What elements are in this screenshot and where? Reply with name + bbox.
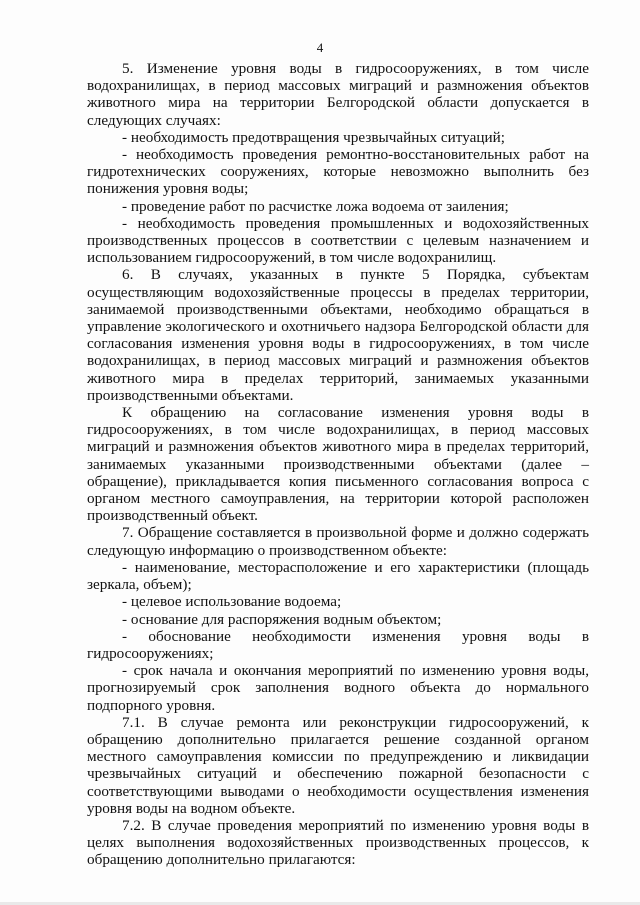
document-body bbox=[87, 60, 589, 869]
list-item-justification: - обоснование необходимости изменения уровня воды в гидросооружениях; bbox=[87, 627, 589, 662]
list-item-name-location: - наименование, месторасположение и его характеристики (площадь зеркала, объем); bbox=[87, 558, 589, 594]
paragraph-7-2: 7.2. В случае проведения мероприятий по изменению уровня воды в целях выполнения водохозяйственных производственных процессов, к обращению дополнительно прилагаются: bbox=[87, 816, 589, 869]
list-item-timeline: - срок начала и окончания мероприятий по изменению уровня воды, прогнозируемый срок заполнения водного объекта до нормального подпорного уровня. bbox=[87, 662, 589, 714]
list-item-emergency-prevention: - необходимость предотвращения чрезвычайных ситуаций; bbox=[122, 128, 505, 146]
paragraph-7: 7. Обращение составляется в произвольной форме и должно содержать следующую информацию о производственном объекте: bbox=[87, 524, 589, 559]
paragraph-5: 5. Изменение уровня воды в гидросооружениях, в том числе водохранилищах, в период массовых миграций и размножения объектов животного мира на территории Белгородской области допускается в следующих случаях: bbox=[87, 60, 589, 129]
list-item-target-use: - целевое использование водоема; bbox=[122, 593, 342, 611]
paragraph-appeal-attachment: К обращению на согласование изменения уровня воды в гидросооружениях, в том числе водохранилищах, в период массовых миграций и размножения объектов животного мира в пределах территорий, занимаемых указанными производственными объектами (далее – обращение), прикладывается копия письменного согласования вопроса с органом местного самоуправления, на территории которой расположен производственный объект. bbox=[87, 404, 589, 525]
paragraph-6: 6. В случаях, указанных в пункте 5 Порядка, субъектам осуществляющим водохозяйственные процессы в пределах территории, занимаемой производственными объектами, необходимо обращаться в управление экологического и охотничьего надзора Белгородской области для согласования изменения уровня воды в гидросооружениях, в том числе водохранилищах, в период массовых миграций и размножения объектов животного мира в пределах территорий, занимаемых указанными производственными объектами. bbox=[87, 266, 589, 404]
list-item-industrial-processes: - необходимость проведения промышленных и водохозяйственных производственных процессов в соответствии с целевым назначением и использованием гидросооружений, в том числе водохранилищ. bbox=[87, 214, 589, 267]
list-item-silt-cleaning: - проведение работ по расчистке ложа водоема от заиления; bbox=[122, 197, 509, 215]
list-item-repair-works: - необходимость проведения ремонтно-восстановительных работ на гидротехнических сооружениях, которые невозможно выполнить без понижения уровня воды; bbox=[87, 146, 589, 198]
page-number: 4 bbox=[316, 40, 324, 55]
paragraph-7-1: 7.1. В случае ремонта или реконструкции гидросооружений, к обращению дополнительно прилагается решение созданной органом местного самоуправления комиссии по предупреждению и ликвидации чрезвычайных ситуаций и обеспечению пожарной безопасности с соответствующими выводами о необходимости осуществления изменения уровня воды на водном объекте. bbox=[87, 713, 589, 817]
list-item-basis: - основание для распоряжения водным объектом; bbox=[122, 610, 442, 628]
